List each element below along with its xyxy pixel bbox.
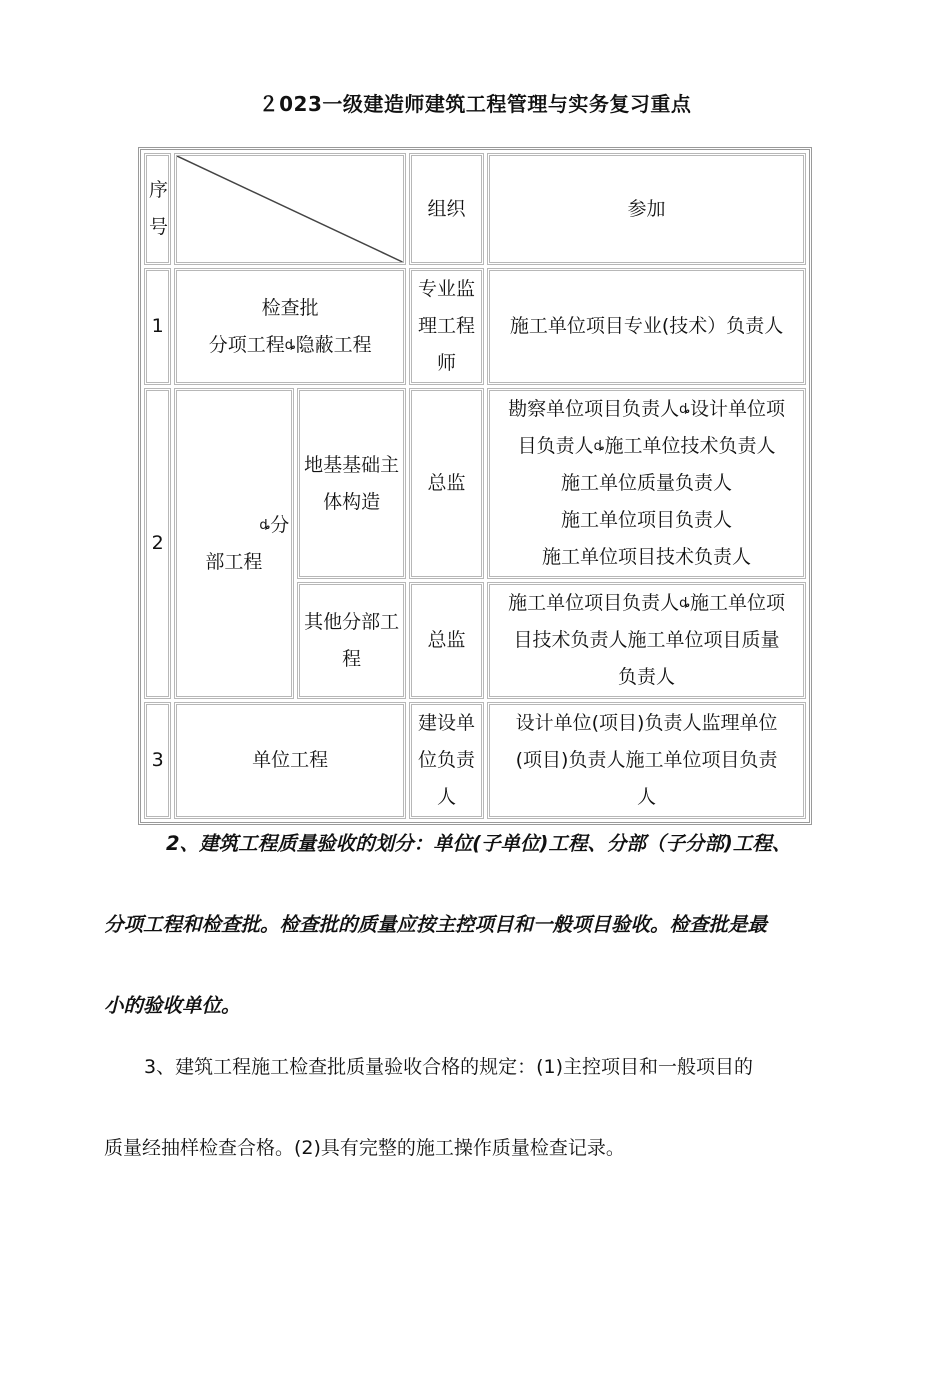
page-title: ２023一级建造师建筑工程管理与实务复习重点	[258, 92, 692, 116]
sub-item-name: 地基基础主 体构造	[297, 388, 406, 579]
diagonal-line	[177, 156, 403, 262]
row-item: ȡ分 部工程	[174, 388, 294, 699]
paragraph-3: 3、建筑工程施工检查批质量验收合格的规定：(1)主控项目和一般项目的 质量经抽样检查合格。(2)具有完整的施工操作质量检查记录。	[104, 1056, 754, 1159]
header-org: 组织	[409, 153, 484, 265]
header-participants: 参加	[487, 153, 806, 265]
sub-item-participants: 施工单位项目负责人ȡ施工单位项 目技术负责人施工单位项目质量 负责人	[487, 582, 806, 699]
table-row	[144, 268, 806, 385]
row-item: 单位工程	[174, 702, 406, 819]
row-participants: 设计单位(项目)负责人监理单位 (项目)负责人施工单位项目负责 人	[487, 702, 806, 819]
row-org: 专业监 理工程 师	[409, 268, 484, 385]
table-header-row	[144, 153, 806, 265]
sub-item-org: 总监	[409, 582, 484, 699]
table-row	[144, 702, 806, 819]
sub-item-participants: 勘察单位项目负责人ȡ设计单位项 目负责人ȡ施工单位技术负责人 施工单位质量负责人 施工单位项目负责人 施工单位项目技术负责人	[487, 388, 806, 579]
row-participants: 施工单位项目专业(技术）负责人	[487, 268, 806, 385]
row-seq: 2	[144, 388, 171, 699]
row-item: 检查批 分项工程ȡ隐蔽工程	[174, 268, 406, 385]
header-diagonal-cell	[174, 153, 406, 265]
sub-item-name: 其他分部工 程	[297, 582, 406, 699]
table-row	[144, 388, 806, 579]
sub-item-org: 总监	[409, 388, 484, 579]
header-seq: 序 号	[144, 153, 171, 265]
acceptance-table	[138, 147, 812, 825]
paragraph-2: 2、建筑工程质量验收的划分：单位(子单位)工程、分部（子分部)工程、 分项工程和检查批。检查批的质量应按主控项目和一般项目验收。检查批是最 小的验收单位。	[104, 832, 792, 1017]
row-org: 建设单 位负责 人	[409, 702, 484, 819]
row-seq: 1	[144, 268, 171, 385]
row-seq: 3	[144, 702, 171, 819]
